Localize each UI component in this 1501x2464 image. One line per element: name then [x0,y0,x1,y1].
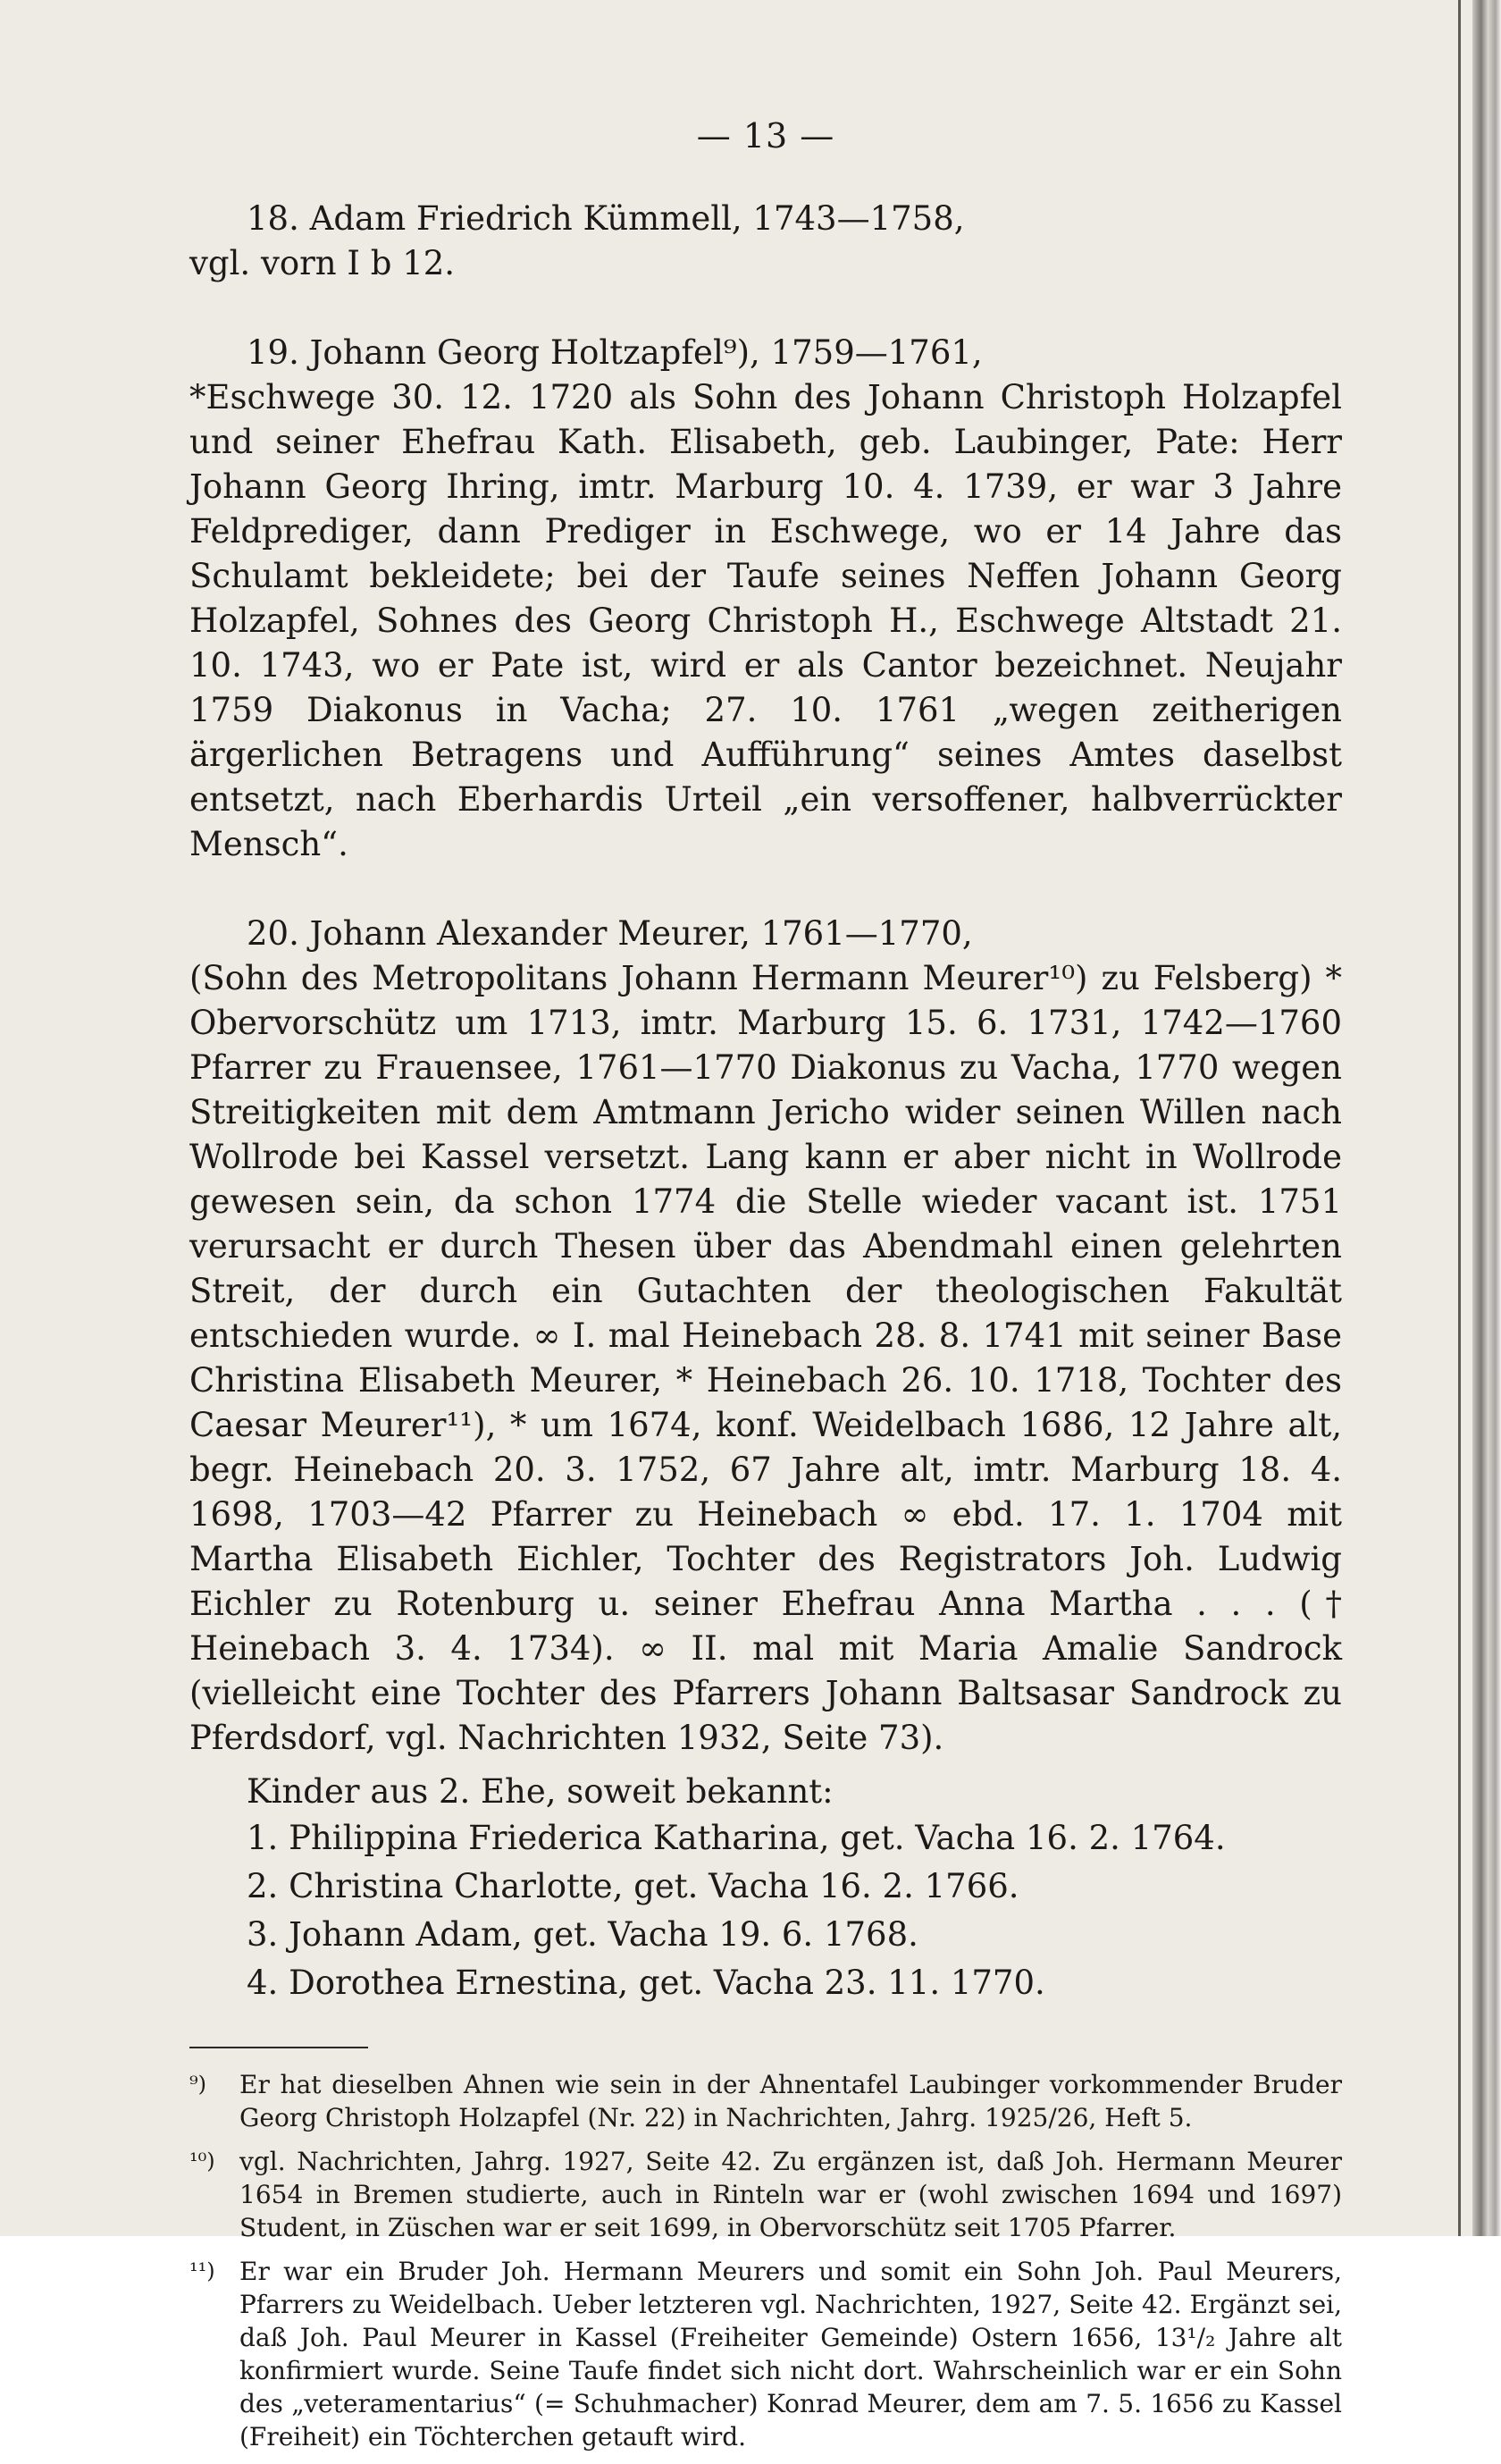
child-item: 3. Johann Adam, get. Vacha 19. 6. 1768. [247,1915,918,1954]
entry-19-body: *Eschwege 30. 12. 1720 als Sohn des Johann Christoph Holzapfel und seiner Ehefrau Kath. Elisabeth, geb. Laubinger, Pate: Herr Johann Georg Ihring, imtr. Marburg 10. 4. 1739, er war 3 Jahre Feldprediger, dann Prediger in Eschwege, wo er 14 Jahre das Schulamt bekleidete; bei der Taufe seines Neffen Johann Georg Holzapfel, Sohnes des Georg Christoph H., Eschwege Altstadt 21. 10. 1743, wo er Pate ist, wird er als Cantor bezeichnet. Neujahr 1759 Diakonus in Vacha; 27. 10. 1761 „wegen zeitherigen ärgerlichen Betragens und Aufführung“ seines Amtes daselbst entsetzt, nach Eberhardis Urteil „ein versoffener, halbverrückter Mensch“. [189,378,1342,863]
book-gutter [1472,0,1501,2236]
entry-18-heading: 18. Adam Friedrich Kümmell, 1743—1758, [247,199,965,238]
footnote [189,2068,1342,2134]
book-spine-shadow [1458,0,1461,2236]
footnote-text: vgl. Nachrichten, Jahrg. 1927, Seite 42. Zu ergänzen ist, daß Joh. Hermann Meurer 1654 in Bremen studierte, auch in Rinteln war er (wohl zwischen 1694 und 1697) Student, in Züschen war er seit 1699, in Obervorschütz seit 1705 Pfarrer. [239,2147,1342,2242]
footnote-mark: ¹¹) [189,2258,215,2283]
entry-18-body: vgl. vorn I b 12. [189,244,456,282]
entry-20-body: (Sohn des Metropolitans Johann Hermann Meurer¹⁰) zu Felsberg) * Obervorschütz um 1713, imtr. Marburg 15. 6. 1731, 1742—1760 Pfarrer zu Frauensee, 1761—1770 Diakonus zu Vacha, 1770 wegen Streitigkeiten mit dem Amtmann Jericho wider seinen Willen nach Wollrode bei Kassel versetzt. Lang kann er aber nicht in Wollrode gewesen sein, da schon 1774 die Stelle wieder vacant ist. 1751 verursacht er durch Thesen über das Abendmahl einen gelehrten Streit, der durch ein Gutachten der theologischen Fakultät entschieden wurde. ∞ I. mal Heinebach 28. 8. 1741 mit seiner Base Christina Elisabeth Meurer, * Heinebach 26. 10. 1718, Tochter des Caesar Meurer¹¹), * um 1674, konf. Weidelbach 1686, 12 Jahre alt, begr. Heinebach 20. 3. 1752, 67 Jahre alt, imtr. Marburg 18. 4. 1698, 1703—42 Pfarrer zu Heinebach ∞ ebd. 17. 1. 1704 mit Martha Elisabeth Eichler, Tochter des Registrators Joh. Ludwig Eichler zu Rotenburg u. seiner Ehefrau Anna Martha . . . († Heinebach 3. 4. 1734). ∞ II. mal mit Maria Amalie Sandrock (vielleicht eine Tochter des Pfarrers Johann Baltsasar Sandrock zu Pferdsdorf, vgl. Nachrichten 1932, Seite 73). [189,959,1342,1757]
page-text [189,116,1342,2464]
footnote-separator [189,2047,368,2048]
entry-19-heading: 19. Johann Georg Holtzapfel⁹), 1759—1761, [247,333,983,372]
footnote-mark: ¹⁰) [189,2149,215,2174]
footnote-mark: ⁹) [189,2072,206,2097]
child-item: 4. Dorothea Ernestina, get. Vacha 23. 11. 1770. [247,1964,1045,2002]
page-number: — 13 — [696,116,835,156]
child-item: 2. Christina Charlotte, get. Vacha 16. 2. 1766. [247,1867,1019,1905]
child-item: 1. Philippina Friederica Katharina, get. Vacha 16. 2. 1764. [247,1819,1226,1857]
footnote-text: Er war ein Bruder Joh. Hermann Meurers und somit ein Sohn Joh. Paul Meurers, Pfarrers zu Weidelbach. Ueber letzteren vgl. Nachrichten, 1927, Seite 42. Ergänzt sei, daß Joh. Paul Meurer in Kassel (Freiheiter Gemeinde) Ostern 1656, 13¹/₂ Jahre alt konfirmiert wurde. Seine Taufe findet sich nicht dort. Wahrscheinlich war er ein Sohn des „veteramentarius“ (= Schuhmacher) Konrad Meurer, dem am 7. 5. 1656 zu Kassel (Freiheit) ein Töchterchen getauft wird. [239,2257,1342,2451]
footnote [189,2145,1342,2244]
entry-20-heading: 20. Johann Alexander Meurer, 1761—1770, [247,914,973,953]
children-heading: Kinder aus 2. Ehe, soweit bekannt: [247,1772,834,1811]
footnote-text: Er hat dieselben Ahnen wie sein in der Ahnentafel Laubinger vorkommender Bruder Georg Christoph Holzapfel (Nr. 22) in Nachrichten, Jahrg. 1925/26, Heft 5. [239,2070,1342,2132]
footnote [189,2255,1342,2453]
